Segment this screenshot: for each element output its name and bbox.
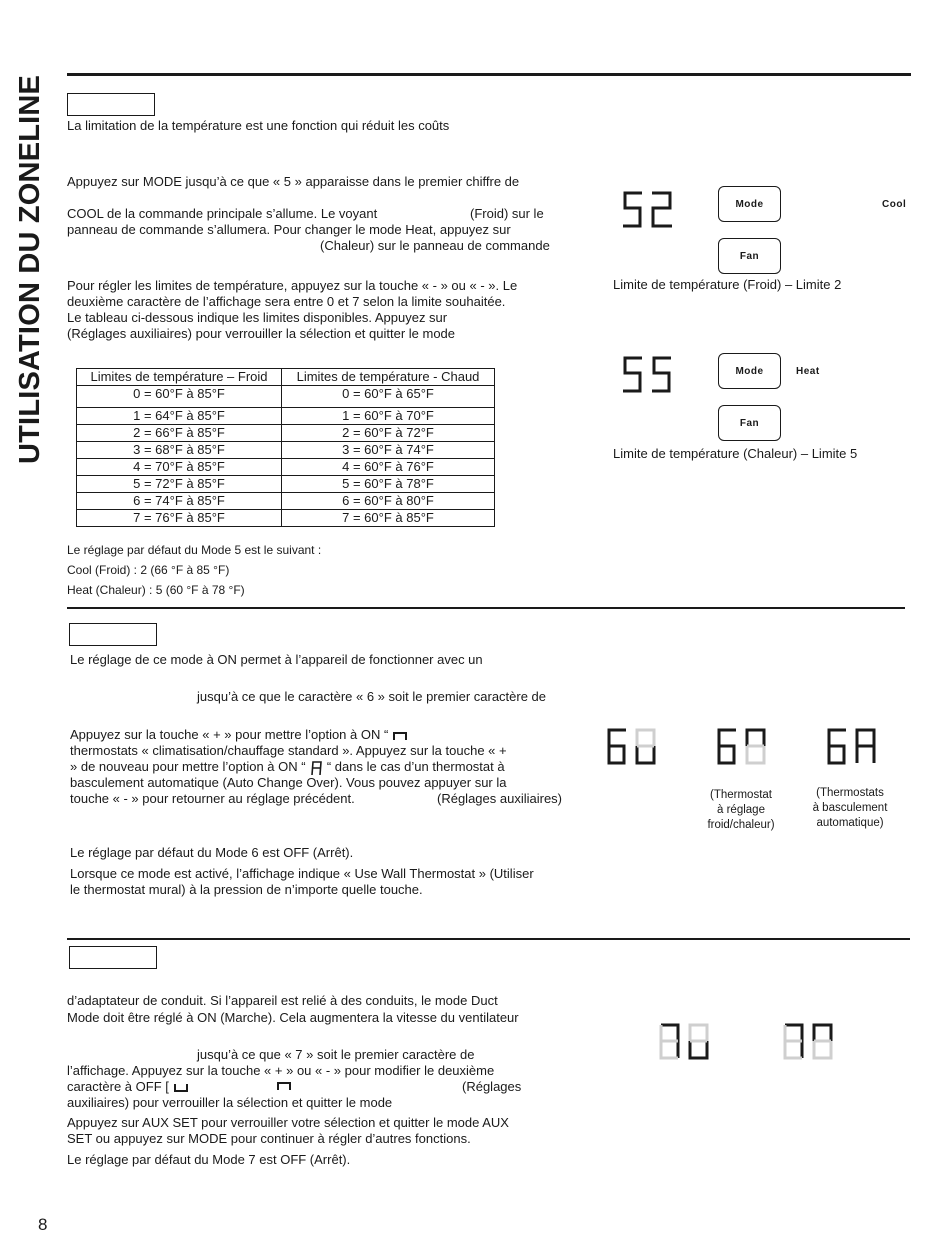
section7-step1: jusqu’à ce que « 7 » soit le premier caractère de	[197, 1047, 475, 1062]
table-row	[77, 459, 495, 476]
seven-segment-display-7-on	[781, 1022, 837, 1062]
thermostat-auto-caption	[805, 786, 895, 831]
section7-default: Le réglage par défaut du Mode 7 est OFF (Arrêt).	[67, 1152, 351, 1167]
mode-button[interactable]: Mode	[718, 186, 781, 222]
fan-button[interactable]: Fan	[718, 238, 781, 274]
caption-line: froid/chaleur)	[707, 819, 775, 831]
section5-intro: La limitation de la température est une fonction qui réduit les coûts	[67, 118, 450, 133]
section7-step2-line2b: (Réglages	[462, 1079, 522, 1094]
section6-step2-line1-text: Appuyez sur la touche « + » pour mettre l’option à ON “	[70, 727, 389, 742]
section6-step2-line1	[70, 727, 408, 743]
section5-step2-line3: Le tableau ci-dessous indique les limites disponibles. Appuyez sur	[67, 310, 448, 325]
seven-segment-display-6-standard	[714, 727, 770, 767]
segment-top-on-icon	[392, 731, 408, 741]
section6-step1: jusqu’à ce que le caractère « 6 » soit le premier caractère de	[197, 689, 547, 704]
section5-step1: Appuyez sur MODE jusqu’à ce que « 5 » apparaisse dans le premier chiffre de	[67, 174, 520, 189]
segment-top-on-icon	[276, 1081, 292, 1091]
table-row	[77, 386, 495, 408]
section7-rule	[67, 938, 910, 940]
section7-intro-line1: d’adaptateur de conduit. Si l’appareil est relié à des conduits, le mode Duct	[67, 993, 498, 1008]
caption-line: (Thermostats	[816, 787, 884, 799]
table-cell: 2 = 66°F à 85°F	[77, 425, 282, 442]
section6-rule	[67, 607, 905, 609]
table-cell: 4 = 60°F à 76°F	[282, 459, 495, 476]
section6-step2-line5b: (Réglages auxiliaires)	[437, 791, 562, 806]
section7-intro-line2: Mode doit être réglé à ON (Marche). Cela augmentera la vitesse du ventilateur	[67, 1010, 519, 1025]
table-row	[77, 510, 495, 527]
section5-default-line1: Le réglage par défaut du Mode 5 est le suivant :	[67, 543, 322, 557]
caption-line: (Thermostat	[710, 789, 772, 801]
section7-step2-line1: l’affichage. Appuyez sur la touche « + » ou « - » pour modifier le deuxième	[67, 1063, 495, 1078]
table-row	[77, 493, 495, 510]
section5-default-line3: Heat (Chaleur) : 5 (60 °F à 78 °F)	[67, 583, 245, 597]
section7-step2-line2	[67, 1079, 189, 1095]
table-header-cool: Limites de température – Froid	[77, 369, 282, 386]
segment-a-icon	[309, 760, 323, 776]
section5-step1-line2b: (Froid) sur le	[470, 206, 544, 221]
section5-step1-line4: (Chaleur) sur le panneau de commande	[320, 238, 550, 253]
table-cell: 1 = 64°F à 85°F	[77, 408, 282, 425]
table-cell: 2 = 60°F à 72°F	[282, 425, 495, 442]
mode-button[interactable]: Mode	[718, 353, 781, 389]
section5-rule	[67, 73, 911, 76]
section6-step2-line2: thermostats « climatisation/chauffage standard ». Appuyez sur la touche « +	[70, 743, 507, 758]
table-cell: 6 = 74°F à 85°F	[77, 493, 282, 510]
section6-intro: Le réglage de ce mode à ON permet à l’appareil de fonctionner avec un	[70, 652, 483, 667]
section6-step2-line4: basculement automatique (Auto Change Over). Vous pouvez appuyer sur la	[70, 775, 507, 790]
table-cell: 7 = 60°F à 85°F	[282, 510, 495, 527]
page-number: 8	[38, 1215, 48, 1234]
seven-segment-display-7-off	[657, 1022, 713, 1062]
section5-step2-line4: (Réglages auxiliaires) pour verrouiller la sélection et quitter le mode	[67, 326, 456, 341]
seven-segment-display-55	[620, 355, 676, 395]
table-header-heat: Limites de température - Chaud	[282, 369, 495, 386]
section6-step2-line5a: touche « - » pour retourner au réglage précédent.	[70, 791, 355, 806]
figure1-caption: Limite de température (Froid) – Limite 2	[613, 277, 842, 292]
table-cell: 3 = 68°F à 85°F	[77, 442, 282, 459]
section5-step1-line2a: COOL de la commande principale s’allume. Le voyant	[67, 206, 378, 221]
table-cell: 3 = 60°F à 74°F	[282, 442, 495, 459]
section6-note-line2: le thermostat mural) à la pression de n’importe quelle touche.	[70, 882, 423, 897]
table-row	[77, 408, 495, 425]
table-cell: 6 = 60°F à 80°F	[282, 493, 495, 510]
section7-step2-line2a: caractère à OFF [	[67, 1079, 169, 1094]
table-row	[77, 425, 495, 442]
section5-heading-box	[67, 93, 155, 116]
section7-aux-line2: SET ou appuyez sur MODE pour continuer à régler d’autres fonctions.	[67, 1131, 471, 1146]
table-header-row	[77, 369, 495, 386]
section7-aux-line1: Appuyez sur AUX SET pour verrouiller votre sélection et quitter le mode AUX	[67, 1115, 509, 1130]
cool-indicator: Cool	[882, 199, 907, 210]
section6-step2-line3a: » de nouveau pour mettre l’option à ON “	[70, 759, 306, 774]
section6-heading-box	[69, 623, 157, 646]
seven-segment-display-52	[620, 190, 676, 230]
table-cell: 1 = 60°F à 70°F	[282, 408, 495, 425]
section5-step2-line1: Pour régler les limites de température, appuyez sur la touche « - » ou « - ». Le	[67, 278, 518, 293]
section6-note-line1: Lorsque ce mode est activé, l’affichage indique « Use Wall Thermostat » (Utiliser	[70, 866, 534, 881]
section5-step2-line2: deuxième caractère de l’affichage sera entre 0 et 7 selon la limite souhaitée.	[67, 294, 506, 309]
table-row	[77, 476, 495, 493]
seven-segment-display-6-off	[604, 727, 660, 767]
section6-step2-line3b: “ dans le cas d’un thermostat à	[326, 759, 505, 774]
side-title: UTILISATION DU ZONELINE	[14, 74, 46, 464]
section6-step2-line3	[70, 759, 505, 776]
section5-step1-line3: panneau de commande s’allumera. Pour changer le mode Heat, appuyez sur	[67, 222, 511, 237]
segment-bottom-off-icon	[173, 1083, 189, 1093]
seven-segment-display-6-auto	[824, 727, 880, 767]
section7-step2-line3: auxiliaires) pour verrouiller la sélection et quitter le mode	[67, 1095, 393, 1110]
table-cell: 0 = 60°F à 65°F	[282, 386, 495, 408]
heat-indicator: Heat	[796, 366, 820, 377]
thermostat-standard-caption	[701, 788, 781, 833]
table-cell: 4 = 70°F à 85°F	[77, 459, 282, 476]
section5-default-line2: Cool (Froid) : 2 (66 °F à 85 °F)	[67, 563, 230, 577]
table-cell: 7 = 76°F à 85°F	[77, 510, 282, 527]
temperature-limits-table	[76, 368, 495, 527]
table-cell: 5 = 60°F à 78°F	[282, 476, 495, 493]
table-row	[77, 442, 495, 459]
figure2-caption: Limite de température (Chaleur) – Limite 5	[613, 446, 858, 461]
caption-line: à basculement	[812, 802, 888, 814]
fan-button[interactable]: Fan	[718, 405, 781, 441]
table-cell: 0 = 60°F à 85°F	[77, 386, 282, 408]
caption-line: à réglage	[717, 804, 765, 816]
table-cell: 5 = 72°F à 85°F	[77, 476, 282, 493]
section6-default: Le réglage par défaut du Mode 6 est OFF (Arrêt).	[70, 845, 354, 860]
section7-heading-box	[69, 946, 157, 969]
caption-line: automatique)	[816, 817, 884, 829]
